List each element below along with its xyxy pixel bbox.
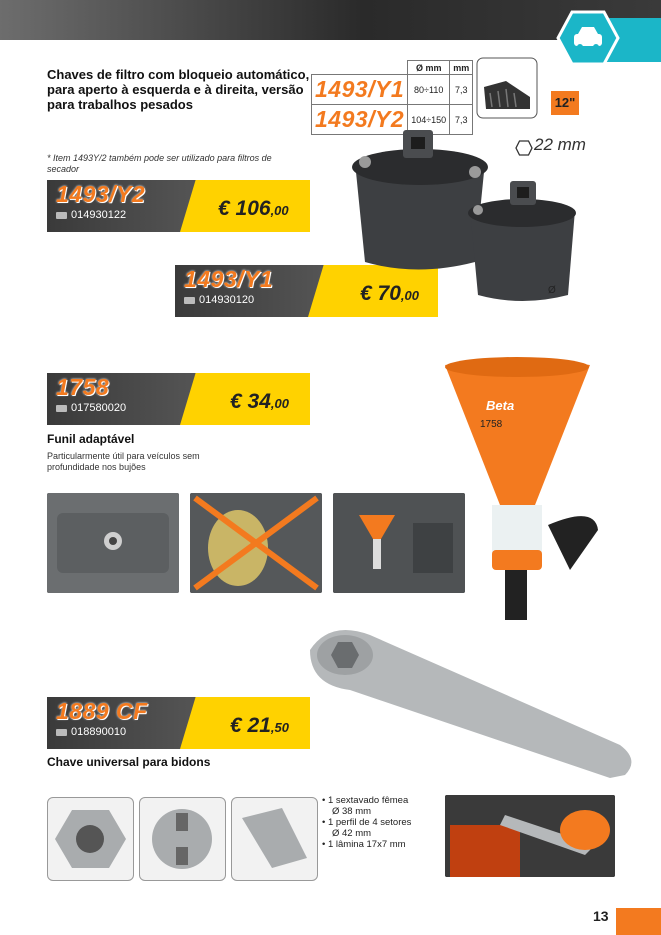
funnel-brand: Beta (486, 398, 515, 413)
price-dec: ,00 (270, 396, 289, 411)
drive-size-badge: 12" (551, 91, 579, 115)
product-code: 1493/Y1 (184, 266, 274, 292)
feature-list (322, 795, 411, 850)
spec-code: 1493/Y1 (312, 75, 408, 105)
engine-photo (47, 493, 179, 593)
sector-detail-image (139, 797, 226, 881)
price (218, 197, 289, 221)
article-number (56, 726, 126, 738)
feature-item: • 1 perfil de 4 setores (322, 817, 412, 828)
article-text: 018890010 (71, 726, 127, 738)
spec-mm: 7,3 (450, 75, 473, 105)
spec-header-diam: Ø mm (408, 61, 450, 75)
article-number (56, 209, 126, 221)
hexagon-icon (515, 140, 533, 156)
article-text: 014930122 (71, 209, 127, 221)
barcode-icon (184, 297, 195, 304)
product-description: Particularmente útil para veículos sem profundidade nos bujões (47, 451, 200, 472)
spec-diam: 80÷110 (408, 75, 450, 105)
barcode-icon (56, 405, 67, 412)
article-text: 014930120 (199, 294, 255, 306)
page-tab (616, 908, 661, 935)
barcode-icon (56, 729, 67, 736)
feature-item: • 1 lâmina 17x7 mm (322, 839, 406, 850)
product-code: 1758 (56, 374, 110, 400)
socket-drive-illustration (476, 57, 538, 119)
blade-detail-image (231, 797, 318, 881)
funnel-image (430, 355, 605, 655)
footnote: * Item 1493Y/2 também pode ser utilizado para filtros de secador (47, 153, 272, 174)
section1-title: Chaves de filtro com bloqueio automático, para aperto à esquerda e à direita, versão para trabalhos pesados (47, 67, 310, 112)
hex-size: 22 mm (534, 135, 586, 154)
price-int: € 21 (230, 714, 271, 737)
hex-detail-image (47, 797, 134, 881)
article-number (56, 402, 126, 414)
price (230, 714, 289, 738)
product-title: Chave universal para bidons (47, 755, 211, 769)
spec-mm: 7,3 (450, 105, 473, 135)
price-int: € 34 (230, 390, 271, 413)
price-dec: ,00 (400, 288, 419, 303)
price-int: € 106 (218, 197, 271, 220)
feature-item: Ø 38 mm (332, 806, 372, 817)
price (230, 390, 289, 414)
engine-photo-wrong (190, 493, 322, 593)
product-code: 1889 CF (56, 698, 148, 724)
usage-photo (445, 795, 615, 877)
article-text: 017580020 (71, 402, 127, 414)
price (360, 282, 419, 306)
diameter-symbol: Ø (548, 285, 556, 296)
spec-header-mm: mm (450, 61, 473, 75)
price-dec: ,50 (270, 720, 289, 735)
filter-wrench-small-image (460, 175, 585, 310)
barcode-icon (56, 212, 67, 219)
feature-item: Ø 42 mm (332, 828, 372, 839)
feature-item: • 1 sextavado fêmea (322, 795, 409, 806)
spec-code: 1493/Y2 (312, 105, 408, 135)
bidon-wrench-image (290, 620, 650, 780)
page-number: 13 (593, 908, 609, 924)
funnel-number: 1758 (480, 419, 503, 430)
car-icon (556, 10, 620, 66)
price-int: € 70 (360, 282, 401, 305)
spec-header-code (312, 61, 408, 75)
product-code: 1493/Y2 (56, 181, 146, 207)
product-title: Funil adaptável (47, 432, 135, 446)
spec-diam: 104÷150 (408, 105, 450, 135)
price-dec: ,00 (270, 203, 289, 218)
article-number (184, 294, 254, 306)
